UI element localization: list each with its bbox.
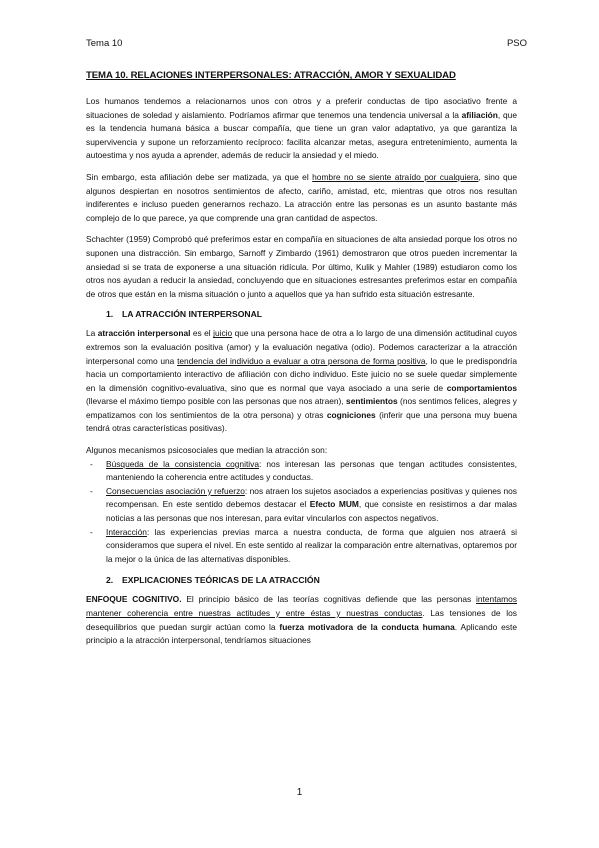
- paragraph-matizada: [86, 171, 517, 225]
- underlined-term: tendencia del individuo a evaluar a otra persona de forma positiva: [177, 355, 426, 366]
- page-title: TEMA 10. RELACIONES INTERPERSONALES: ATRACCIÓN, AMOR Y SEXUALIDAD: [86, 70, 456, 81]
- text-run: , lo que le predispondría hacia un comportamiento interactivo de afiliación con dicho individuo. Este juicio no se suele quedar simplemente en la dimensión cognitivo-evaluativa, sino que es normal que vaya asociado a una serie de: [86, 355, 517, 393]
- list-dash: -: [90, 526, 93, 537]
- header-left: Tema 10: [86, 38, 123, 49]
- underlined-term: intentamos mantener coherencia entre nuestras actitudes y entre éstas y nuestras conductas: [86, 594, 517, 618]
- page-number: 1: [296, 787, 303, 798]
- section-number: 2.: [106, 575, 114, 586]
- list-dash: -: [90, 485, 93, 496]
- text-run: El principio básico de las teorías cognitivas defiende que las personas: [181, 594, 477, 605]
- paragraph-atraccion: [86, 327, 517, 436]
- text-run: , que consiste en resistirnos a dar malas noticias a las personas que nos interesan, para evitar vincularlos con aspectos negativos.: [106, 499, 517, 524]
- text-run: : nos atraen los sujetos asociados a experiencias positivas y quienes nos recompensan. En este sentido debemos destacar el: [106, 485, 517, 510]
- text-run: es el: [190, 328, 214, 339]
- text-run: (nos sentimos felices, alegres y empatizamos con los sentimientos de la otra persona) y otras: [86, 396, 517, 420]
- list-item: [86, 526, 517, 567]
- underlined-term: Búsqueda de la consistencia cognitiva: [106, 458, 259, 469]
- bold-term: comportamientos: [446, 382, 517, 393]
- text-run: que una persona hace de otra a lo largo de una dimensión actitudinal cuyos extremos son la evaluación positiva (amor) y la evaluación negativa (odio). Podemos caracterizar a la atracción interpersonal como una: [86, 328, 517, 366]
- section-heading-2: [106, 575, 517, 585]
- paragraph-mecanismos-intro: Algunos mecanismos psicosociales que median la atracción son:: [86, 445, 328, 456]
- text-run: : nos interesan las personas que tengan actitudes consistentes, manteniendo la coherencia entre actitudes y conductas.: [106, 458, 517, 483]
- list-item: [86, 458, 517, 485]
- header-right: PSO: [506, 38, 527, 49]
- text-run: , sino que algunos despiertan en nosotros sentimientos de afecto, cariño, amistad, etc, mientras que otros nos resultan indiferentes e incluso pueden generarnos rechazo. La atracción entre las personas es un asunto bastante más complejo de lo que parece, ya que comprende una gran cantidad de aspectos.: [86, 171, 517, 223]
- underlined-term: Consecuencias asociación y refuerzo: [106, 485, 245, 496]
- text-run: . Aplicando este principio a la atracción interpersonal, tendríamos situaciones: [86, 621, 517, 646]
- section-label: EXPLICACIONES TEÓRICAS DE LA ATRACCIÓN: [122, 575, 320, 586]
- underlined-term: hombre no se siente atraído por cualquiera: [312, 171, 479, 182]
- underlined-term: Interacción: [106, 526, 147, 537]
- list-item: [86, 485, 517, 526]
- paragraph-schachter: Schachter (1959) Comprobó qué preferimos estar en compañía en situaciones de alta ansiedad porque los otros no suponen una distracción. Sin embargo, Sarnoff y Zimbardo (1961) demostraron que otros pueden incrementar la ansiedad si se trata de exponerse a una situación ridícula. Por último, Kulik y Mahler (1989) estudiaron como los otros nos ayudan a reducir la ansiedad, concluyendo que en situaciones estresantes preferimos estar en compañía de otros que están en la misma situación o junto a aquellos que ya han sufrido esta situación estresante.: [86, 234, 517, 299]
- bold-term: atracción interpersonal: [97, 328, 191, 339]
- text-run: Los humanos tendemos a relacionarnos unos con otros y a preferir conductas de tipo asociativo frente a situaciones de soledad y aislamiento. Podríamos afirmar que tenemos una tendencia universal a la: [86, 96, 517, 120]
- text-run: (llevarse el máximo tiempo posible con las personas que nos atraen),: [86, 396, 347, 407]
- bold-term: fuerza motivadora de la conducta humana: [279, 621, 455, 632]
- bold-term: afiliación: [461, 109, 498, 120]
- section-heading-1: [106, 309, 517, 319]
- underlined-term: juicio: [213, 328, 233, 339]
- list-dash: -: [90, 458, 93, 469]
- text-run: , que es la tendencia humana básica a buscar compañía, que tiene un gran valor adaptativo, ya que garantiza la supervivencia y supone un reforzamiento recíproco: facilita alcanzar metas, asegura entretenimiento, aumenta la autoestima y nos ayuda a aprender, además de reducir la ansiedad y el miedo.: [86, 109, 517, 161]
- section-number: 1.: [106, 309, 114, 320]
- section-label: LA ATRACCIÓN INTERPERSONAL: [122, 309, 263, 320]
- bold-term: ENFOQUE COGNITIVO.: [86, 594, 182, 605]
- text-run: : las experiencias previas marca a nuestra conducta, de forma que alguien nos atraerá si consideramos que supera el nivel. En este sentido al realizar la comparación entre alternativas, optaremos por la mejor o la única de las alternativas disponibles.: [106, 526, 517, 564]
- paragraph-enfoque-cognitivo: [86, 593, 517, 647]
- text-run: La: [86, 328, 98, 339]
- text-run: Sin embargo, esta afiliación debe ser matizada, ya que el: [86, 171, 313, 182]
- text-run: . Las tensiones de los desequilibrios que puedan surgir actúan como la: [86, 608, 517, 632]
- text-run: (inferir que una persona muy buena tendrá otras características positivas).: [86, 409, 517, 434]
- mechanisms-list: [86, 458, 517, 567]
- document-body: [86, 70, 517, 656]
- bold-term: Efecto MUM: [309, 499, 359, 510]
- bold-term: cogniciones: [326, 409, 376, 420]
- bold-term: sentimientos: [346, 396, 398, 407]
- paragraph-afiliacion: [86, 95, 517, 163]
